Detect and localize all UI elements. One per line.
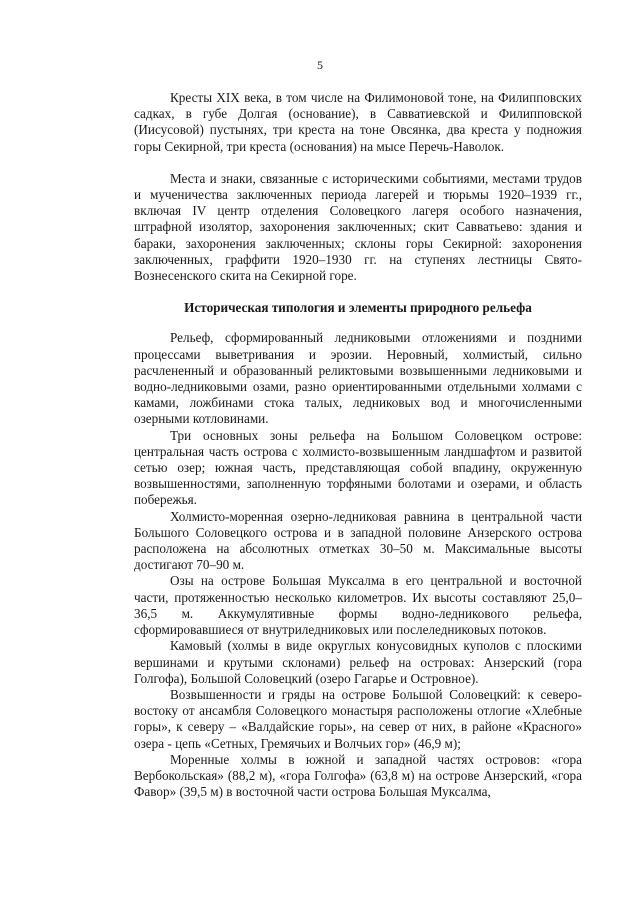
paragraph-hills-ridges: Возвышенности и гряды на острове Большой Соловецкий: к северо-востоку от ансамбля Соловецкого монастыря расположены отлогие «Хлебные горы», к северу – «Валдайские горы», на север от них, в районе «Красного» озера - цепь «Сетных, Гремячьих и Волчьих гор» (46,9 м); — [134, 686, 582, 751]
paragraph-relief-overview: Рельеф, сформированный ледниковыми отложениями и поздними процессами выветривания и эрозии. Неровный, холмистый, сильно расчлененный и образованный реликтовыми возвышенными ледниковыми и водно-ледниковыми озами, разно ориентированными отдельными холмами с камами, ложбинами стока талых, ледниковых вод и многочисленными озерными котловинами. — [134, 330, 582, 427]
paragraph-moraine-plain: Холмисто-моренная озерно-ледниковая равнина в центральной части Большого Соловецкого острова и в западной половине Анзерского острова расположена на абсолютных отметках 30–50 м. Максимальные высоты достигают 70–90 м. — [134, 508, 582, 573]
page-number: 5 — [317, 58, 323, 72]
section-heading: Историческая типология и элементы природного рельефа — [184, 300, 532, 316]
paragraph-eskers: Озы на острове Большая Муксалма в его центральной и восточной части, протяженностью несколько километров. Их высоты составляют 25,0–36,5 м. Аккумулятивные формы водно-ледникового рельефа, сформировавшиеся от внутриледниковых или послеледниковых потоков. — [134, 573, 582, 638]
paragraph-kame-relief: Камовый (холмы в виде округлых конусовидных куполов с плоскими вершинами и крутыми склонами) рельеф на островах: Анзерский (гора Голгофа), Большой Соловецкий (озеро Гагарье и Островное). — [134, 638, 582, 686]
paragraph-relief-zones: Три основных зоны рельефа на Большом Соловецком острове: центральная часть острова с холмисто-возвышенным ландшафтом и развитой сетью озер; южная часть, представляющая собой впадину, окруженную возвышенностями, заполненную торфяными болотами и озерами, и область побережья. — [134, 427, 582, 508]
paragraph-moraine-hills: Моренные холмы в южной и западной частях островов: «гора Вербокольская» (88,2 м), «гора Голгофа» (63,8 м) на острове Анзерский, «гора Фавор» (39,5 м) в восточной части острова Большая Муксалма, — [134, 751, 582, 800]
paragraph-crosses: Кресты XIX века, в том числе на Филимоновой тоне, на Филипповских садках, в губе Долгая (основание), в Савватиевской и Филипповской (Иисусовой) пустынях, три креста на тоне Овсянка, два креста у подножия горы Секирной, три креста (основания) на мысе Перечь-Наволок. — [134, 90, 582, 154]
page-content — [134, 90, 582, 800]
paragraph-memorial-sites: Места и знаки, связанные с историческими событиями, местами трудов и мученичества заключенных периода лагерей и тюрьмы 1920–1939 гг., включая IV центр отделения Соловецкого лагеря особого назначения, штрафной изолятор, захоронения заключенных; скит Савватьево: здания и бараки, захоронения заключенных; склоны горы Секирной: захоронения заключенных, граффити 1920–1930 гг. на ступенях лестницы Свято-Вознесенского скита на Секирной горе. — [134, 170, 582, 284]
